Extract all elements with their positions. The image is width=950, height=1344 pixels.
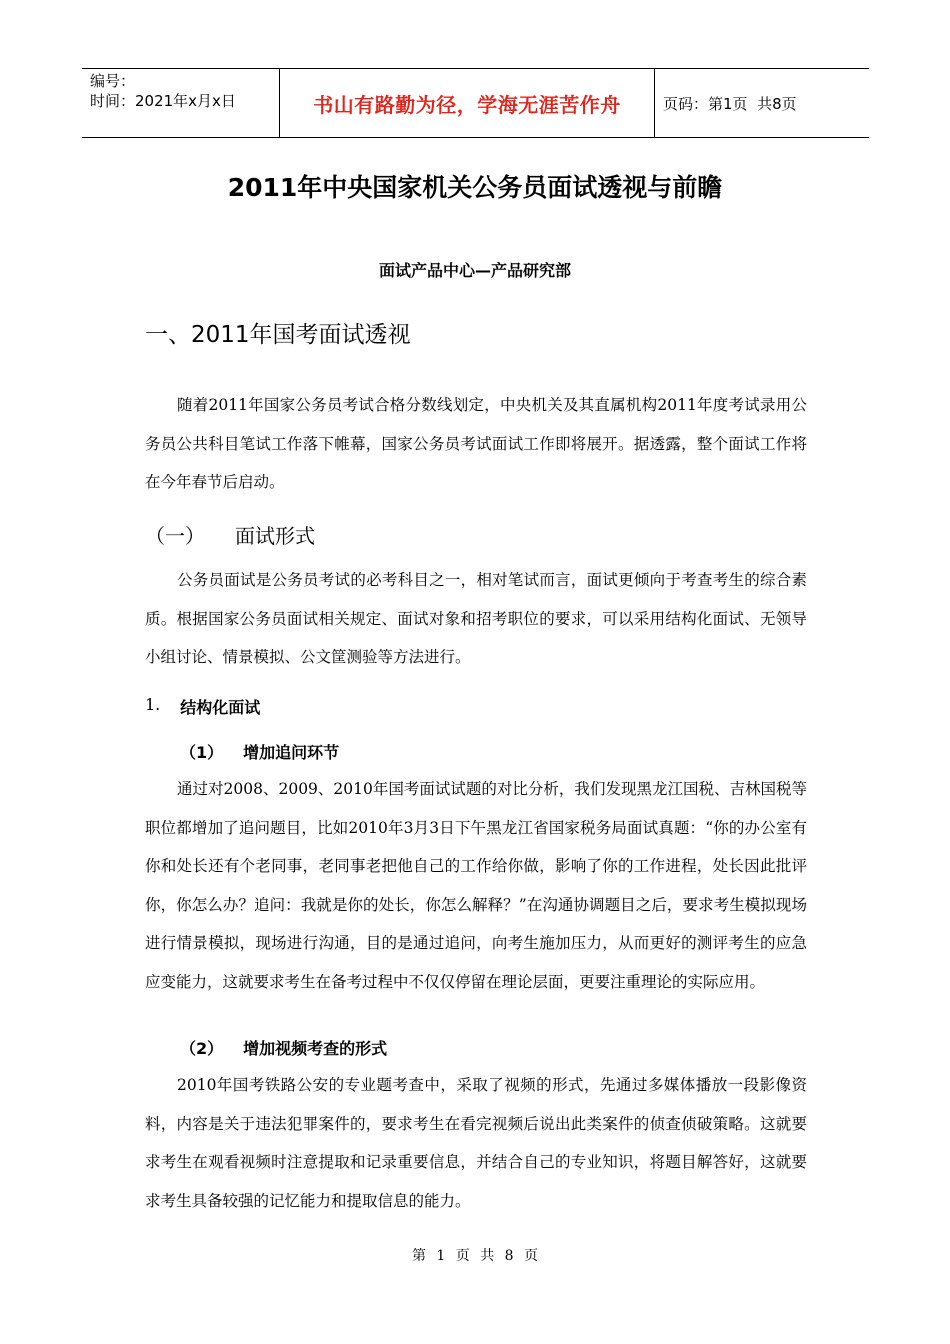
motto-text: 书山有路勤为径，学海无涯苦作舟	[313, 92, 621, 117]
subsection-heading	[145, 520, 315, 549]
item-number: 1.	[145, 695, 161, 714]
header-meta-cell	[82, 69, 280, 137]
header-motto-cell	[280, 69, 655, 137]
number-label: 编号：	[90, 72, 136, 90]
page-footer: 第 1 页 共 8 页	[411, 1248, 539, 1264]
item-heading	[145, 695, 260, 718]
point-title: 增加追问环节	[243, 743, 340, 762]
item-title: 结构化面试	[180, 698, 261, 717]
intro-paragraph: 随着2011年国家公务员考试合格分数线划定，中央机关及其直属机构2011年度考试录用公务员公共科目笔试工作落下帷幕，国家公务员考试面试工作即将展开。据透露，整个面试工作将在今年春节后启动。	[145, 396, 807, 491]
document-title: 2011年中央国家机关公务员面试透视与前瞻	[227, 173, 723, 202]
page-info: 页码：第1页 共8页	[663, 94, 797, 113]
subsection-number: （一）	[145, 524, 205, 548]
section-heading: 一、2011年国考面试透视	[145, 322, 411, 348]
point-number: （2）	[180, 1039, 224, 1058]
subsection-title: 面试形式	[235, 524, 315, 548]
point-heading	[180, 740, 339, 763]
point-number: （1）	[180, 743, 224, 762]
point1-paragraph: 通过对2008、2009、2010年国考面试试题的对比分析，我们发现黑龙江国税、吉林国税等职位都增加了追问题目，比如2010年3月3日下午黑龙江省国家税务局面试真题：“你的办公室有你和处长还有个老同事，老同事老把他自己的工作给你做，影响了你的工作进程，处长因此批评你，你怎么办？追问：我就是你的处长，你怎么解释？”在沟通协调题目之后，要求考生模拟现场进行情景模拟，现场进行沟通，目的是通过追问，向考生施加压力，从而更好的测评考生的应急应变能力，这就要求考生在备考过程中不仅仅停留在理论层面，更要注重理论的实际应用。	[145, 780, 807, 991]
document-subtitle: 面试产品中心—产品研究部	[378, 261, 571, 280]
form-paragraph: 公务员面试是公务员考试的必考科目之一，相对笔试而言，面试更倾向于考查考生的综合素质。根据国家公务员面试相关规定、面试对象和招考职位的要求，可以采用结构化面试、无领导小组讨论、情景模拟、公文筐测验等方法进行。	[145, 571, 807, 666]
time-label: 时间：2021年x月x日	[90, 92, 236, 110]
point-title: 增加视频考查的形式	[243, 1039, 388, 1058]
header-page-cell	[655, 69, 869, 137]
document-header-table	[82, 68, 869, 138]
point2-paragraph: 2010年国考铁路公安的专业题考查中，采取了视频的形式，先通过多媒体播放一段影像资料，内容是关于违法犯罪案件的，要求考生在看完视频后说出此类案件的侦查侦破策略。这就要求考生在观看视频时注意提取和记录重要信息，并结合自己的专业知识，将题目解答好，这就要求考生具备较强的记忆能力和提取信息的能力。	[145, 1076, 807, 1210]
point-heading	[180, 1036, 387, 1059]
